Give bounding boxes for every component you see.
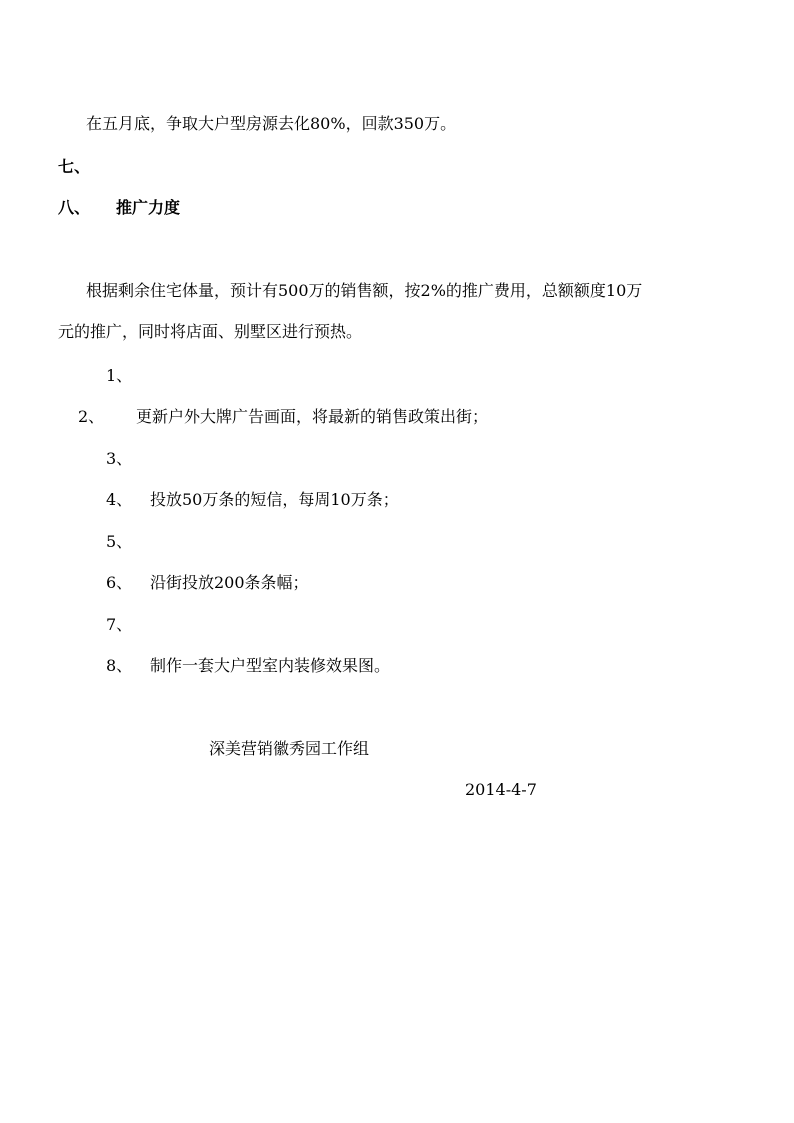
paragraph-line-1: 根据剩余住宅体量，预计有500万的销售额，按2%的推广费用，总额额度10万 [86, 281, 643, 300]
list-item-3-number: 3、 [106, 449, 133, 468]
signature-organization: 深美营销徽秀园工作组 [209, 739, 370, 758]
list-item-2-text: 更新户外大牌广告画面，将最新的销售政策出街； [136, 407, 489, 426]
list-item-5-number: 5、 [106, 532, 133, 551]
list-item-4-text: 投放50万条的短信，每周10万条； [150, 490, 399, 509]
section-7-number: 七、 [58, 157, 91, 176]
list-item-4-number: 4、 [106, 490, 133, 509]
list-item-7-number: 7、 [106, 615, 133, 634]
paragraph-line-2: 元的推广，同时将店面、别墅区进行预热。 [58, 322, 363, 341]
list-item-8-text: 制作一套大户型室内装修效果图。 [150, 656, 391, 675]
intro-line: 在五月底，争取大户型房源去化80%，回款350万。 [86, 114, 457, 133]
section-8-number: 八、 [58, 198, 91, 217]
section-8-title: 推广力度 [116, 198, 181, 217]
list-item-6-number: 6、 [106, 573, 133, 592]
list-item-6-text: 沿街投放200条条幅； [150, 573, 309, 592]
list-item-1-number: 1、 [106, 366, 133, 385]
signature-date: 2014-4-7 [465, 780, 537, 799]
list-item-2-number: 2、 [78, 407, 105, 426]
list-item-8-number: 8、 [106, 656, 133, 675]
